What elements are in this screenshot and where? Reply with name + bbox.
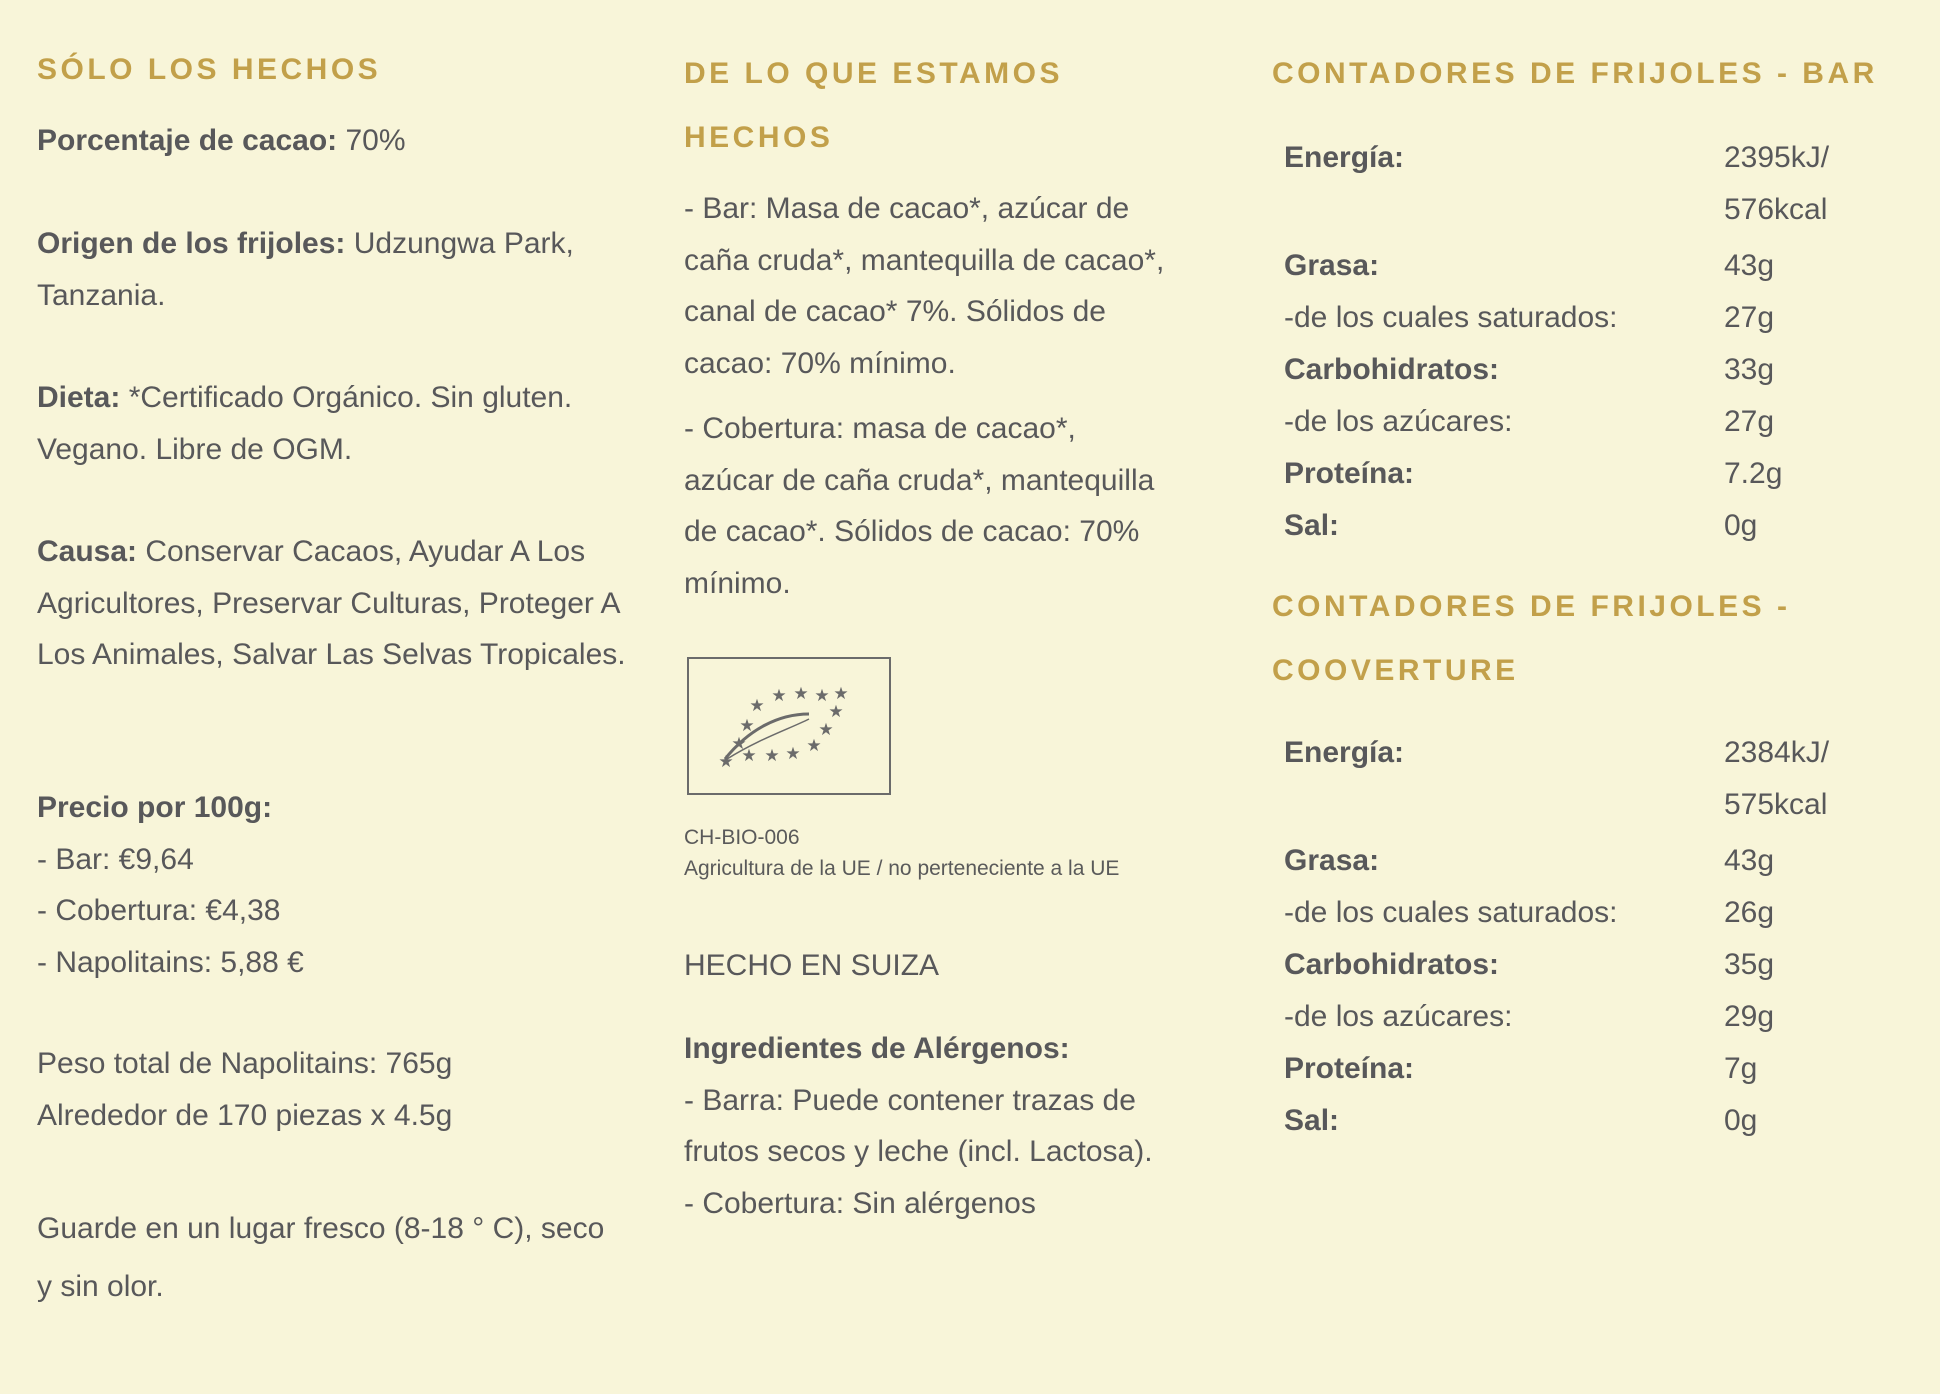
facts-heading: SÓLO LOS HECHOS (37, 53, 382, 86)
nutrition-label: Proteína: (1284, 457, 1415, 490)
nutrition-row (1284, 240, 1932, 292)
nutrition-label: -de los azúcares: (1284, 1000, 1513, 1033)
nutrition-label: Sal: (1284, 1104, 1340, 1137)
nutrition-label: -de los cuales saturados: (1284, 301, 1618, 334)
cov-nutrition-heading: CONTADORES DE FRIJOLES - COOVERTURE (1272, 590, 1791, 687)
nutrition-label: Energía: (1284, 141, 1405, 174)
diet-value: *Certificado Orgánico. Sin gluten. Vegano. Libre de OGM. (37, 381, 573, 466)
origin-value: Udzungwa Park, Tanzania. (37, 227, 574, 312)
cacao-value: 70% (337, 124, 406, 157)
nutrition-row (1284, 991, 1932, 1043)
svg-text:★: ★ (833, 684, 849, 704)
nutrition-value: 43g (1724, 249, 1775, 282)
price-label: Precio por 100g: (37, 791, 273, 824)
diet-label: Dieta: (37, 381, 121, 414)
nutrition-label: Proteína: (1284, 1052, 1415, 1085)
nutrition-value: 27g (1724, 405, 1775, 438)
price-napolitains: - Napolitains: 5,88 € (37, 945, 304, 979)
cause-label: Causa: (37, 535, 138, 568)
nutrition-label: Carbohidratos: (1284, 948, 1500, 981)
nutrition-label: Grasa: (1284, 844, 1380, 877)
nutrition-row (1284, 1043, 1932, 1095)
cert-code: CH-BIO-006 (684, 826, 800, 849)
nutrition-row (1284, 939, 1932, 991)
bar-ingredients: - Bar: Masa de cacao*, azúcar de caña cruda*, mantequilla de cacao*, canal de cacao* 7%. Sólidos de cacao: 70% mínimo. (684, 192, 1165, 380)
nutrition-value: 0g (1724, 509, 1758, 542)
nutrition-label: Carbohidratos: (1284, 353, 1500, 386)
svg-text:★: ★ (764, 746, 780, 766)
cacao-label: Porcentaje de cacao: (37, 124, 338, 157)
svg-text:★: ★ (739, 716, 755, 736)
nutrition-value: 27g (1724, 301, 1775, 334)
cause-value: Conservar Cacaos, Ayudar A Los Agricultores, Preservar Culturas, Proteger A Los Animales, Salvar Las Selvas Tropicales. (37, 535, 626, 671)
price-block (37, 782, 637, 988)
nutrition-row (1284, 448, 1932, 500)
bean-origin (37, 218, 637, 321)
nutrition-value: 0g (1724, 1104, 1758, 1137)
nutrition-value: 2384kJ/ 575kcal (1724, 736, 1830, 821)
svg-text:★: ★ (718, 752, 734, 772)
svg-text:★: ★ (771, 686, 787, 706)
made-in: HECHO EN SUIZA (684, 949, 940, 982)
nutrition-row (1284, 1095, 1932, 1147)
svg-text:★: ★ (785, 744, 801, 764)
svg-text:★: ★ (818, 720, 834, 740)
cover-ingredients: - Cobertura: masa de cacao*, azúcar de caña cruda*, mantequilla de cacao*. Sólidos de cacao: 70% mínimo. (684, 412, 1155, 600)
svg-text:★: ★ (793, 684, 809, 704)
bar-nutrition-table (1272, 132, 1932, 552)
nutrition-value: 35g (1724, 948, 1775, 981)
eu-organic-leaf-icon (689, 659, 889, 793)
ingredients-heading: DE LO QUE ESTAMOS HECHOS (684, 57, 1063, 154)
svg-text:★: ★ (731, 734, 747, 754)
nutrition-row (1284, 887, 1932, 939)
nutrition-row (1284, 500, 1932, 552)
nutrition-value: 2395kJ/ 576kcal (1724, 141, 1830, 226)
nutrition-value: 26g (1724, 896, 1775, 929)
diet-info (37, 372, 637, 475)
storage-info: Guarde en un lugar fresco (8-18 ° C), seco y sin olor. (37, 1212, 605, 1303)
weight-total: Peso total de Napolitains: 765g (37, 1047, 453, 1080)
eu-organic-logo (687, 657, 891, 795)
nutrition-row (1284, 292, 1932, 344)
nutrition-row (1284, 132, 1932, 236)
svg-text:★: ★ (741, 746, 757, 766)
nutrition-label: -de los azúcares: (1284, 405, 1513, 438)
cert-origin: Agricultura de la UE / no perteneciente a la UE (684, 857, 1120, 880)
price-cobertura: - Cobertura: €4,38 (37, 894, 281, 927)
cacao-percentage (37, 115, 637, 167)
svg-text:★: ★ (749, 696, 765, 716)
origin-label: Origen de los frijoles: (37, 227, 346, 260)
nutrition-value: 7g (1724, 1052, 1758, 1085)
pieces-count: Alrededor de 170 piezas x 4.5g (37, 1098, 453, 1132)
nutrition-value: 7.2g (1724, 457, 1783, 490)
nutrition-value: 29g (1724, 1000, 1775, 1033)
allergen-block (684, 1023, 1184, 1229)
nutrition-label: -de los cuales saturados: (1284, 896, 1618, 929)
allergen-title: Ingredientes de Alérgenos: (684, 1032, 1070, 1065)
nutrition-label: Sal: (1284, 509, 1340, 542)
nutrition-label: Energía: (1284, 736, 1405, 769)
allergen-cover: - Cobertura: Sin alérgenos (684, 1186, 1036, 1220)
price-bar: - Bar: €9,64 (37, 842, 194, 876)
nutrition-value: 43g (1724, 844, 1775, 877)
svg-text:★: ★ (806, 736, 822, 756)
svg-text:★: ★ (828, 702, 844, 722)
nutrition-value: 33g (1724, 353, 1775, 386)
nutrition-row (1284, 835, 1932, 887)
weight-block (37, 1038, 637, 1141)
svg-text:★: ★ (814, 686, 830, 706)
allergen-bar: - Barra: Puede contener trazas de frutos secos y leche (incl. Lactosa). (684, 1083, 1153, 1168)
nutrition-row (1284, 344, 1932, 396)
nutrition-row (1284, 727, 1932, 831)
cause-info (37, 526, 627, 681)
nutrition-row (1284, 396, 1932, 448)
bar-nutrition-heading: CONTADORES DE FRIJOLES - BAR (1272, 57, 1878, 90)
nutrition-label: Grasa: (1284, 249, 1380, 282)
cov-nutrition-table (1272, 727, 1932, 1147)
